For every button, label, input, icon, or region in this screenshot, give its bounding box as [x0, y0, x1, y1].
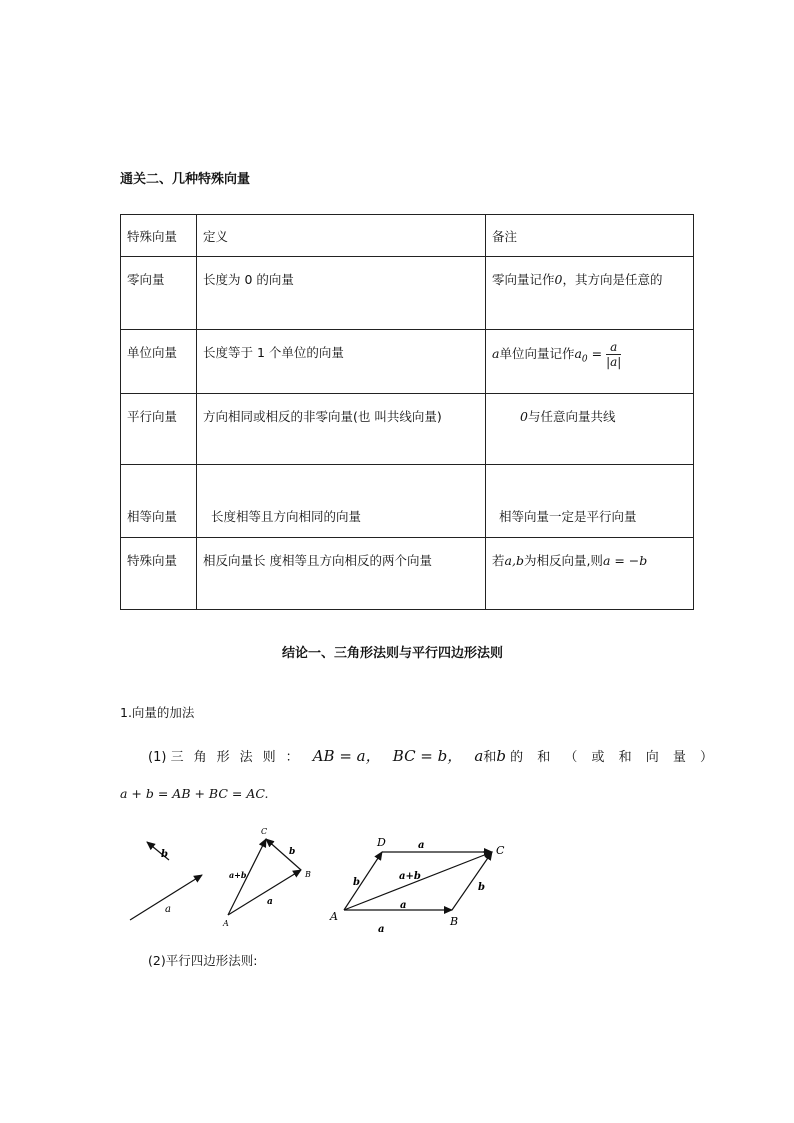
fraction-numerator: a	[606, 340, 621, 355]
vector-note	[486, 394, 694, 465]
vector-name: 零向量	[121, 257, 197, 330]
table-row	[121, 394, 694, 465]
point-B-label: B	[305, 870, 311, 879]
zero-vector-symbol: 0	[554, 272, 563, 287]
vector-symbol: a	[474, 747, 484, 765]
vector-definition: 长度为 0 的向量	[197, 257, 486, 330]
vector-definition: 方向相同或相反的非零向量(也 叫共线向量)	[197, 394, 486, 465]
rule-name: 三角形法则：	[170, 750, 309, 765]
vector-note: 相等向量一定是平行向量	[486, 465, 694, 538]
rule-rest: 的 和 （ 或 和 向 量 ）	[510, 750, 719, 765]
addition-heading: 1.向量的加法	[120, 705, 195, 720]
vector-expression: AB = a，	[312, 747, 381, 765]
vector-BC-arrow	[452, 852, 492, 910]
vector-definition: 长度等于 1 个单位的向量	[197, 330, 486, 394]
vector-note	[486, 257, 694, 330]
point-C-label: C	[261, 827, 268, 836]
table-header-row	[121, 215, 694, 257]
label-b-right: b	[478, 882, 485, 893]
vector-addition-figures	[115, 822, 525, 942]
separate-vectors-figure	[130, 842, 202, 920]
point-D-label: D	[377, 836, 386, 849]
note-text: 与任意向量共线	[527, 409, 616, 424]
label-b: b	[161, 849, 168, 860]
sum-formula: a + b = AB + BC = AC.	[120, 786, 269, 801]
label-a-middle: a	[400, 900, 407, 911]
label-a: a	[267, 897, 273, 907]
label-b-left: b	[353, 877, 360, 888]
header-cell: 特殊向量	[121, 215, 197, 257]
equals-sign: =	[591, 346, 603, 361]
point-B-label: B	[450, 915, 459, 928]
conclusion-title: 结论一、三角形法则与平行四边形法则	[282, 646, 504, 661]
vector-name: 平行向量	[121, 394, 197, 465]
table-row	[121, 330, 694, 394]
vector-name: 相等向量	[121, 465, 197, 538]
section-title: 通关二、几种特殊向量	[120, 172, 251, 187]
vector-name: 单位向量	[121, 330, 197, 394]
vector-symbol: a	[574, 346, 582, 361]
note-text: 为相反向量,则	[523, 553, 603, 568]
unit-vector-fraction	[606, 340, 621, 369]
table-row	[121, 538, 694, 610]
opposite-vector-equation: a = −b	[602, 553, 648, 568]
label-sum: a+b	[399, 871, 421, 882]
vector-definition: 相反向量长 度相等且方向相反的两个向量	[197, 538, 486, 610]
point-A-label: A	[330, 910, 338, 923]
note-text: 单位向量记作	[499, 346, 575, 361]
vector-definition: 长度相等且方向相同的向量	[197, 465, 486, 538]
subscript: 0	[581, 354, 588, 365]
note-text: ，其方向是任意的	[562, 272, 663, 287]
point-A-label: A	[223, 919, 229, 928]
note-text: 零向量记作	[492, 272, 555, 287]
point-C-label: C	[496, 844, 505, 857]
zero-vector-symbol: 0	[520, 409, 528, 424]
label-a: a	[165, 904, 171, 915]
header-cell: 备注	[486, 215, 694, 257]
rule-number: (1)	[148, 750, 167, 765]
header-cell: 定义	[197, 215, 486, 257]
special-vectors-table	[120, 214, 694, 610]
vector-symbol: a	[492, 346, 500, 361]
label-a-top: a	[418, 840, 425, 851]
vector-symbol: b	[496, 747, 506, 765]
vector-AD-arrow	[344, 852, 382, 910]
table-row	[121, 465, 694, 538]
vector-b-arrow	[266, 839, 301, 870]
triangle-rule-line	[148, 745, 718, 766]
parallelogram-rule-figure	[329, 836, 505, 935]
table-row	[121, 257, 694, 330]
label-b: b	[289, 847, 296, 857]
vector-note	[486, 330, 694, 394]
parallelogram-rule-heading: (2)平行四边形法则:	[148, 953, 258, 968]
vector-note	[486, 538, 694, 610]
vector-pair: a,b	[504, 553, 524, 568]
fraction-denominator: |a|	[606, 355, 622, 369]
vector-name: 特殊向量	[121, 538, 197, 610]
triangle-rule-figure	[222, 827, 311, 928]
label-sum: a+b	[229, 870, 247, 880]
label-a-bottom: a	[378, 924, 385, 935]
vector-expression: BC = b，	[392, 747, 463, 765]
conjunction: 和	[483, 750, 497, 765]
note-text: 若	[492, 553, 505, 568]
